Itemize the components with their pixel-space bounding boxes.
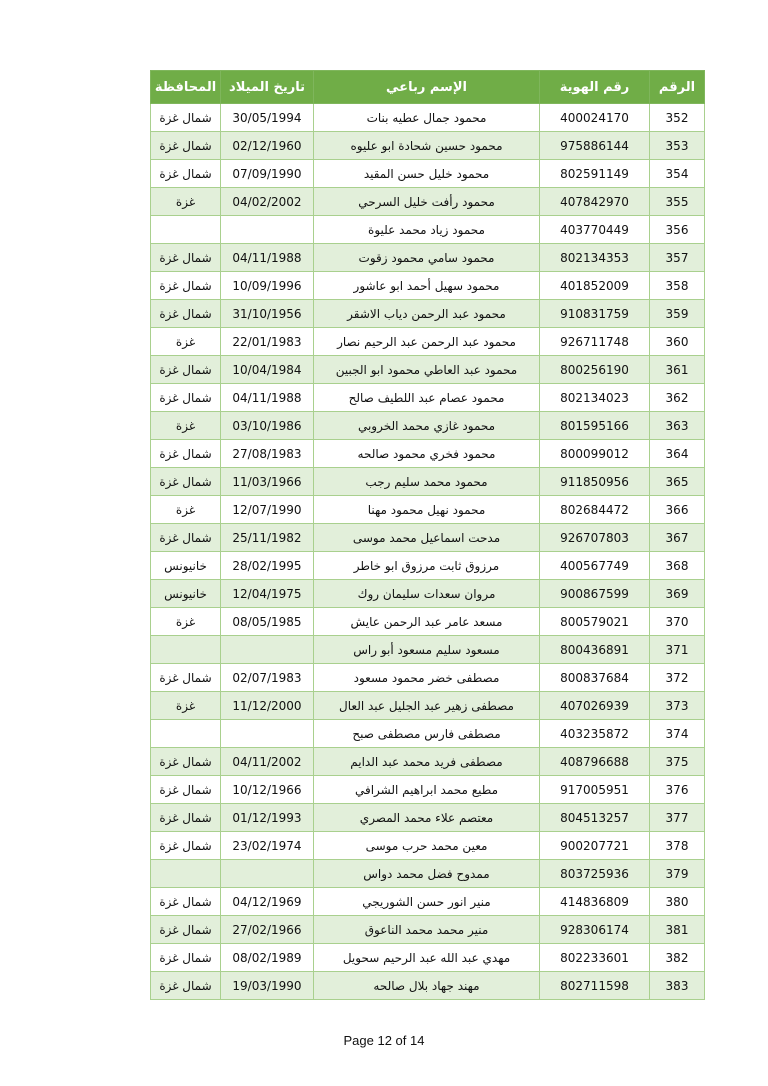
cell-number: 368 xyxy=(650,552,705,580)
cell-id-number: 804513257 xyxy=(540,804,650,832)
cell-governorate: شمال غزة xyxy=(151,132,221,160)
cell-birth-date: 10/09/1996 xyxy=(221,272,314,300)
cell-number: 381 xyxy=(650,916,705,944)
cell-governorate: شمال غزة xyxy=(151,916,221,944)
cell-full-name: منير انور حسن الشوريجي xyxy=(314,888,540,916)
cell-governorate xyxy=(151,720,221,748)
cell-full-name: مصطفى فريد محمد عبد الدايم xyxy=(314,748,540,776)
cell-full-name: مدحت اسماعيل محمد موسى xyxy=(314,524,540,552)
cell-number: 369 xyxy=(650,580,705,608)
cell-id-number: 900207721 xyxy=(540,832,650,860)
table-body xyxy=(151,104,705,1000)
cell-number: 370 xyxy=(650,608,705,636)
cell-id-number: 802233601 xyxy=(540,944,650,972)
cell-id-number: 928306174 xyxy=(540,916,650,944)
cell-id-number: 911850956 xyxy=(540,468,650,496)
cell-birth-date xyxy=(221,636,314,664)
cell-birth-date: 04/11/1988 xyxy=(221,244,314,272)
cell-id-number: 926711748 xyxy=(540,328,650,356)
cell-governorate: شمال غزة xyxy=(151,776,221,804)
cell-id-number: 407842970 xyxy=(540,188,650,216)
cell-full-name: محمود خليل حسن المقيد xyxy=(314,160,540,188)
cell-birth-date: 30/05/1994 xyxy=(221,104,314,132)
cell-birth-date xyxy=(221,860,314,888)
table-row xyxy=(151,916,705,944)
cell-id-number: 802134353 xyxy=(540,244,650,272)
cell-id-number: 407026939 xyxy=(540,692,650,720)
table-row xyxy=(151,748,705,776)
table-row xyxy=(151,664,705,692)
table-row xyxy=(151,328,705,356)
table-row xyxy=(151,832,705,860)
cell-number: 353 xyxy=(650,132,705,160)
cell-id-number: 800256190 xyxy=(540,356,650,384)
cell-full-name: مطيع محمد ابراهيم الشرافي xyxy=(314,776,540,804)
cell-governorate xyxy=(151,636,221,664)
cell-full-name: معتصم علاء محمد المصري xyxy=(314,804,540,832)
cell-birth-date: 23/02/1974 xyxy=(221,832,314,860)
cell-id-number: 800579021 xyxy=(540,608,650,636)
cell-number: 359 xyxy=(650,300,705,328)
table-row xyxy=(151,244,705,272)
cell-birth-date: 10/12/1966 xyxy=(221,776,314,804)
cell-number: 382 xyxy=(650,944,705,972)
cell-birth-date: 31/10/1956 xyxy=(221,300,314,328)
cell-number: 360 xyxy=(650,328,705,356)
table-row xyxy=(151,692,705,720)
cell-id-number: 800436891 xyxy=(540,636,650,664)
cell-number: 352 xyxy=(650,104,705,132)
column-header-number: الرقم xyxy=(650,71,705,104)
table-row xyxy=(151,636,705,664)
cell-id-number: 802134023 xyxy=(540,384,650,412)
cell-number: 374 xyxy=(650,720,705,748)
cell-birth-date: 11/03/1966 xyxy=(221,468,314,496)
column-header-id-number: رقم الهوية xyxy=(540,71,650,104)
cell-number: 372 xyxy=(650,664,705,692)
cell-birth-date xyxy=(221,216,314,244)
cell-governorate: شمال غزة xyxy=(151,944,221,972)
cell-number: 362 xyxy=(650,384,705,412)
cell-governorate: شمال غزة xyxy=(151,804,221,832)
cell-governorate: شمال غزة xyxy=(151,524,221,552)
cell-full-name: محمود حسين شحادة ابو عليوه xyxy=(314,132,540,160)
cell-id-number: 800837684 xyxy=(540,664,650,692)
column-header-birth-date: تاريخ الميلاد xyxy=(221,71,314,104)
table-row xyxy=(151,944,705,972)
cell-governorate: شمال غزة xyxy=(151,160,221,188)
cell-id-number: 800099012 xyxy=(540,440,650,468)
cell-birth-date: 04/12/1969 xyxy=(221,888,314,916)
cell-governorate: خانيونس xyxy=(151,580,221,608)
table-row xyxy=(151,468,705,496)
cell-id-number: 801595166 xyxy=(540,412,650,440)
table-header-row xyxy=(151,71,705,104)
cell-governorate: غزة xyxy=(151,608,221,636)
table-row xyxy=(151,272,705,300)
cell-full-name: محمود جمال عطيه بنات xyxy=(314,104,540,132)
cell-number: 367 xyxy=(650,524,705,552)
cell-number: 363 xyxy=(650,412,705,440)
cell-full-name: محمود زياد محمد عليوة xyxy=(314,216,540,244)
cell-governorate: غزة xyxy=(151,496,221,524)
cell-id-number: 975886144 xyxy=(540,132,650,160)
cell-governorate: شمال غزة xyxy=(151,104,221,132)
cell-full-name: محمود محمد سليم رجب xyxy=(314,468,540,496)
table-row xyxy=(151,356,705,384)
cell-full-name: محمود عبد الرحمن دياب الاشقر xyxy=(314,300,540,328)
cell-full-name: محمود غازي محمد الخروبي xyxy=(314,412,540,440)
cell-governorate: غزة xyxy=(151,188,221,216)
cell-id-number: 401852009 xyxy=(540,272,650,300)
cell-full-name: ممدوح فضل محمد دواس xyxy=(314,860,540,888)
cell-full-name: مسعود سليم مسعود أبو راس xyxy=(314,636,540,664)
cell-birth-date: 02/07/1983 xyxy=(221,664,314,692)
cell-id-number: 803725936 xyxy=(540,860,650,888)
cell-birth-date xyxy=(221,720,314,748)
cell-number: 375 xyxy=(650,748,705,776)
cell-number: 355 xyxy=(650,188,705,216)
cell-number: 378 xyxy=(650,832,705,860)
cell-governorate: غزة xyxy=(151,412,221,440)
cell-birth-date: 04/11/2002 xyxy=(221,748,314,776)
cell-governorate xyxy=(151,860,221,888)
cell-full-name: منير محمد محمد الناعوق xyxy=(314,916,540,944)
table-row xyxy=(151,804,705,832)
cell-full-name: محمود سامي محمود زقوت xyxy=(314,244,540,272)
table-row xyxy=(151,776,705,804)
cell-full-name: محمود عبد الرحمن عبد الرحيم نصار xyxy=(314,328,540,356)
cell-id-number: 400024170 xyxy=(540,104,650,132)
roster-table xyxy=(150,70,705,1000)
cell-id-number: 408796688 xyxy=(540,748,650,776)
cell-full-name: مهند جهاد بلال صالحه xyxy=(314,972,540,1000)
cell-birth-date: 12/04/1975 xyxy=(221,580,314,608)
cell-full-name: مصطفى خضر محمود مسعود xyxy=(314,664,540,692)
table-row xyxy=(151,300,705,328)
cell-birth-date: 22/01/1983 xyxy=(221,328,314,356)
cell-id-number: 403235872 xyxy=(540,720,650,748)
cell-id-number: 802684472 xyxy=(540,496,650,524)
cell-id-number: 414836809 xyxy=(540,888,650,916)
table-row xyxy=(151,104,705,132)
cell-number: 377 xyxy=(650,804,705,832)
table-row xyxy=(151,860,705,888)
cell-full-name: محمود نهيل محمود مهنا xyxy=(314,496,540,524)
cell-id-number: 403770449 xyxy=(540,216,650,244)
table-row xyxy=(151,412,705,440)
cell-birth-date: 08/02/1989 xyxy=(221,944,314,972)
cell-id-number: 900867599 xyxy=(540,580,650,608)
cell-id-number: 802711598 xyxy=(540,972,650,1000)
cell-number: 373 xyxy=(650,692,705,720)
cell-number: 366 xyxy=(650,496,705,524)
cell-governorate: شمال غزة xyxy=(151,272,221,300)
table-row xyxy=(151,888,705,916)
cell-governorate: غزة xyxy=(151,328,221,356)
table-row xyxy=(151,384,705,412)
cell-birth-date: 01/12/1993 xyxy=(221,804,314,832)
cell-governorate: شمال غزة xyxy=(151,300,221,328)
page-number-footer: Page 12 of 14 xyxy=(343,1033,425,1048)
table-row xyxy=(151,524,705,552)
table-row xyxy=(151,160,705,188)
cell-governorate: خانيونس xyxy=(151,552,221,580)
table-row xyxy=(151,552,705,580)
cell-full-name: مصطفى فارس مصطفى صبح xyxy=(314,720,540,748)
cell-governorate: شمال غزة xyxy=(151,440,221,468)
cell-full-name: مهدي عبد الله عبد الرحيم سحويل xyxy=(314,944,540,972)
cell-birth-date: 03/10/1986 xyxy=(221,412,314,440)
cell-governorate: شمال غزة xyxy=(151,888,221,916)
cell-governorate: شمال غزة xyxy=(151,244,221,272)
cell-birth-date: 10/04/1984 xyxy=(221,356,314,384)
table-row xyxy=(151,496,705,524)
cell-number: 364 xyxy=(650,440,705,468)
cell-governorate xyxy=(151,216,221,244)
cell-number: 357 xyxy=(650,244,705,272)
table-row xyxy=(151,216,705,244)
cell-birth-date: 07/09/1990 xyxy=(221,160,314,188)
cell-full-name: مصطفى زهير عبد الجليل عبد العال xyxy=(314,692,540,720)
cell-id-number: 910831759 xyxy=(540,300,650,328)
cell-full-name: مرزوق ثابت مرزوق ابو خاطر xyxy=(314,552,540,580)
column-header-governorate: المحافظة xyxy=(151,71,221,104)
cell-governorate: شمال غزة xyxy=(151,664,221,692)
cell-birth-date: 11/12/2000 xyxy=(221,692,314,720)
table-row xyxy=(151,132,705,160)
column-header-full-name: الإسم رباعي xyxy=(314,71,540,104)
cell-birth-date: 04/02/2002 xyxy=(221,188,314,216)
table-row xyxy=(151,580,705,608)
cell-birth-date: 19/03/1990 xyxy=(221,972,314,1000)
cell-number: 379 xyxy=(650,860,705,888)
cell-full-name: محمود عصام عبد اللطيف صالح xyxy=(314,384,540,412)
cell-number: 361 xyxy=(650,356,705,384)
cell-birth-date: 04/11/1988 xyxy=(221,384,314,412)
cell-full-name: مروان سعدات سليمان روك xyxy=(314,580,540,608)
cell-number: 365 xyxy=(650,468,705,496)
table-row xyxy=(151,188,705,216)
table-row xyxy=(151,972,705,1000)
cell-governorate: شمال غزة xyxy=(151,384,221,412)
table-row xyxy=(151,608,705,636)
cell-number: 356 xyxy=(650,216,705,244)
cell-number: 371 xyxy=(650,636,705,664)
cell-number: 354 xyxy=(650,160,705,188)
cell-governorate: شمال غزة xyxy=(151,748,221,776)
table-row xyxy=(151,720,705,748)
cell-number: 383 xyxy=(650,972,705,1000)
cell-birth-date: 27/02/1966 xyxy=(221,916,314,944)
cell-governorate: شمال غزة xyxy=(151,972,221,1000)
cell-full-name: محمود سهيل أحمد ابو عاشور xyxy=(314,272,540,300)
cell-governorate: شمال غزة xyxy=(151,832,221,860)
cell-birth-date: 02/12/1960 xyxy=(221,132,314,160)
cell-birth-date: 27/08/1983 xyxy=(221,440,314,468)
cell-number: 380 xyxy=(650,888,705,916)
cell-full-name: محمود رأفت خليل السرحي xyxy=(314,188,540,216)
cell-full-name: محمود عبد العاطي محمود ابو الجبين xyxy=(314,356,540,384)
cell-full-name: مسعد عامر عبد الرحمن عايش xyxy=(314,608,540,636)
cell-full-name: محمود فخري محمود صالحه xyxy=(314,440,540,468)
cell-governorate: غزة xyxy=(151,692,221,720)
cell-birth-date: 12/07/1990 xyxy=(221,496,314,524)
cell-birth-date: 25/11/1982 xyxy=(221,524,314,552)
cell-id-number: 926707803 xyxy=(540,524,650,552)
cell-governorate: شمال غزة xyxy=(151,356,221,384)
cell-birth-date: 28/02/1995 xyxy=(221,552,314,580)
cell-id-number: 400567749 xyxy=(540,552,650,580)
cell-full-name: معين محمد حرب موسى xyxy=(314,832,540,860)
table-row xyxy=(151,440,705,468)
cell-id-number: 917005951 xyxy=(540,776,650,804)
cell-number: 358 xyxy=(650,272,705,300)
cell-number: 376 xyxy=(650,776,705,804)
cell-birth-date: 08/05/1985 xyxy=(221,608,314,636)
cell-governorate: شمال غزة xyxy=(151,468,221,496)
cell-id-number: 802591149 xyxy=(540,160,650,188)
